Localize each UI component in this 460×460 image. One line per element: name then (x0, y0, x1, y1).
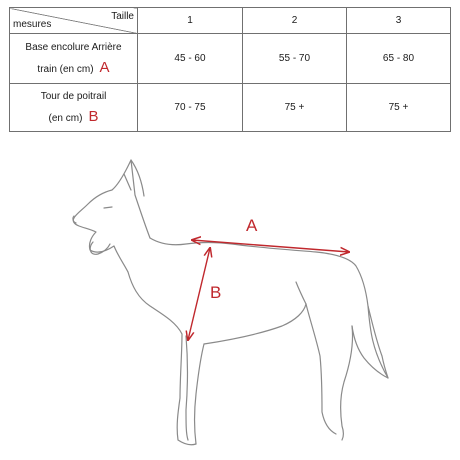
cell-b-1: 70 - 75 (138, 84, 243, 132)
dog-outline-diagram (0, 140, 460, 460)
dog-hind-leg-back (341, 326, 353, 440)
row-label-b (10, 84, 138, 132)
row-label-a-line2 (10, 58, 137, 80)
table-header-row (10, 8, 451, 34)
dog-head-outline (73, 160, 150, 272)
table-row (10, 34, 451, 84)
row-letter-b: B (88, 107, 99, 125)
cell-a-2: 55 - 70 (243, 34, 347, 84)
row-label-a-text: train (en cm) (37, 63, 94, 75)
row-label-a (10, 34, 138, 84)
measure-line-b (188, 248, 210, 340)
dog-hind-leg-front (306, 304, 336, 434)
cell-b-3: 75 + (347, 84, 451, 132)
size-table (9, 7, 451, 132)
corner-label-taille: Taille (111, 11, 134, 22)
measure-label-a: A (246, 216, 258, 235)
dog-silhouette (73, 160, 388, 445)
cell-a-3: 65 - 80 (347, 34, 451, 84)
table-row (10, 84, 451, 132)
row-label-b-text: (en cm) (48, 112, 83, 124)
dog-back-outline (150, 238, 388, 378)
corner-label-mesures: mesures (13, 19, 52, 30)
dog-front-leg-inner (186, 336, 188, 440)
row-label-b-line2 (10, 107, 137, 129)
dog-tail (352, 306, 388, 378)
dog-hind-thigh (296, 282, 306, 304)
dog-ear-inner (124, 174, 131, 190)
measure-label-b: B (210, 283, 222, 302)
dog-eye (104, 207, 112, 208)
column-header-3: 3 (347, 8, 451, 34)
table-corner-cell (10, 8, 138, 34)
column-header-1: 1 (138, 8, 243, 34)
row-letter-a: A (99, 58, 110, 76)
row-label-b-line1: Tour de poitrail (40, 90, 107, 102)
cell-a-1: 45 - 60 (138, 34, 243, 84)
measure-line-a (192, 240, 349, 252)
cell-b-2: 75 + (243, 84, 347, 132)
row-label-a-line1: Base encolure Arrière (25, 41, 122, 53)
dog-front-leg-back (195, 344, 205, 444)
column-header-2: 2 (243, 8, 347, 34)
dog-belly-outline (204, 304, 306, 344)
